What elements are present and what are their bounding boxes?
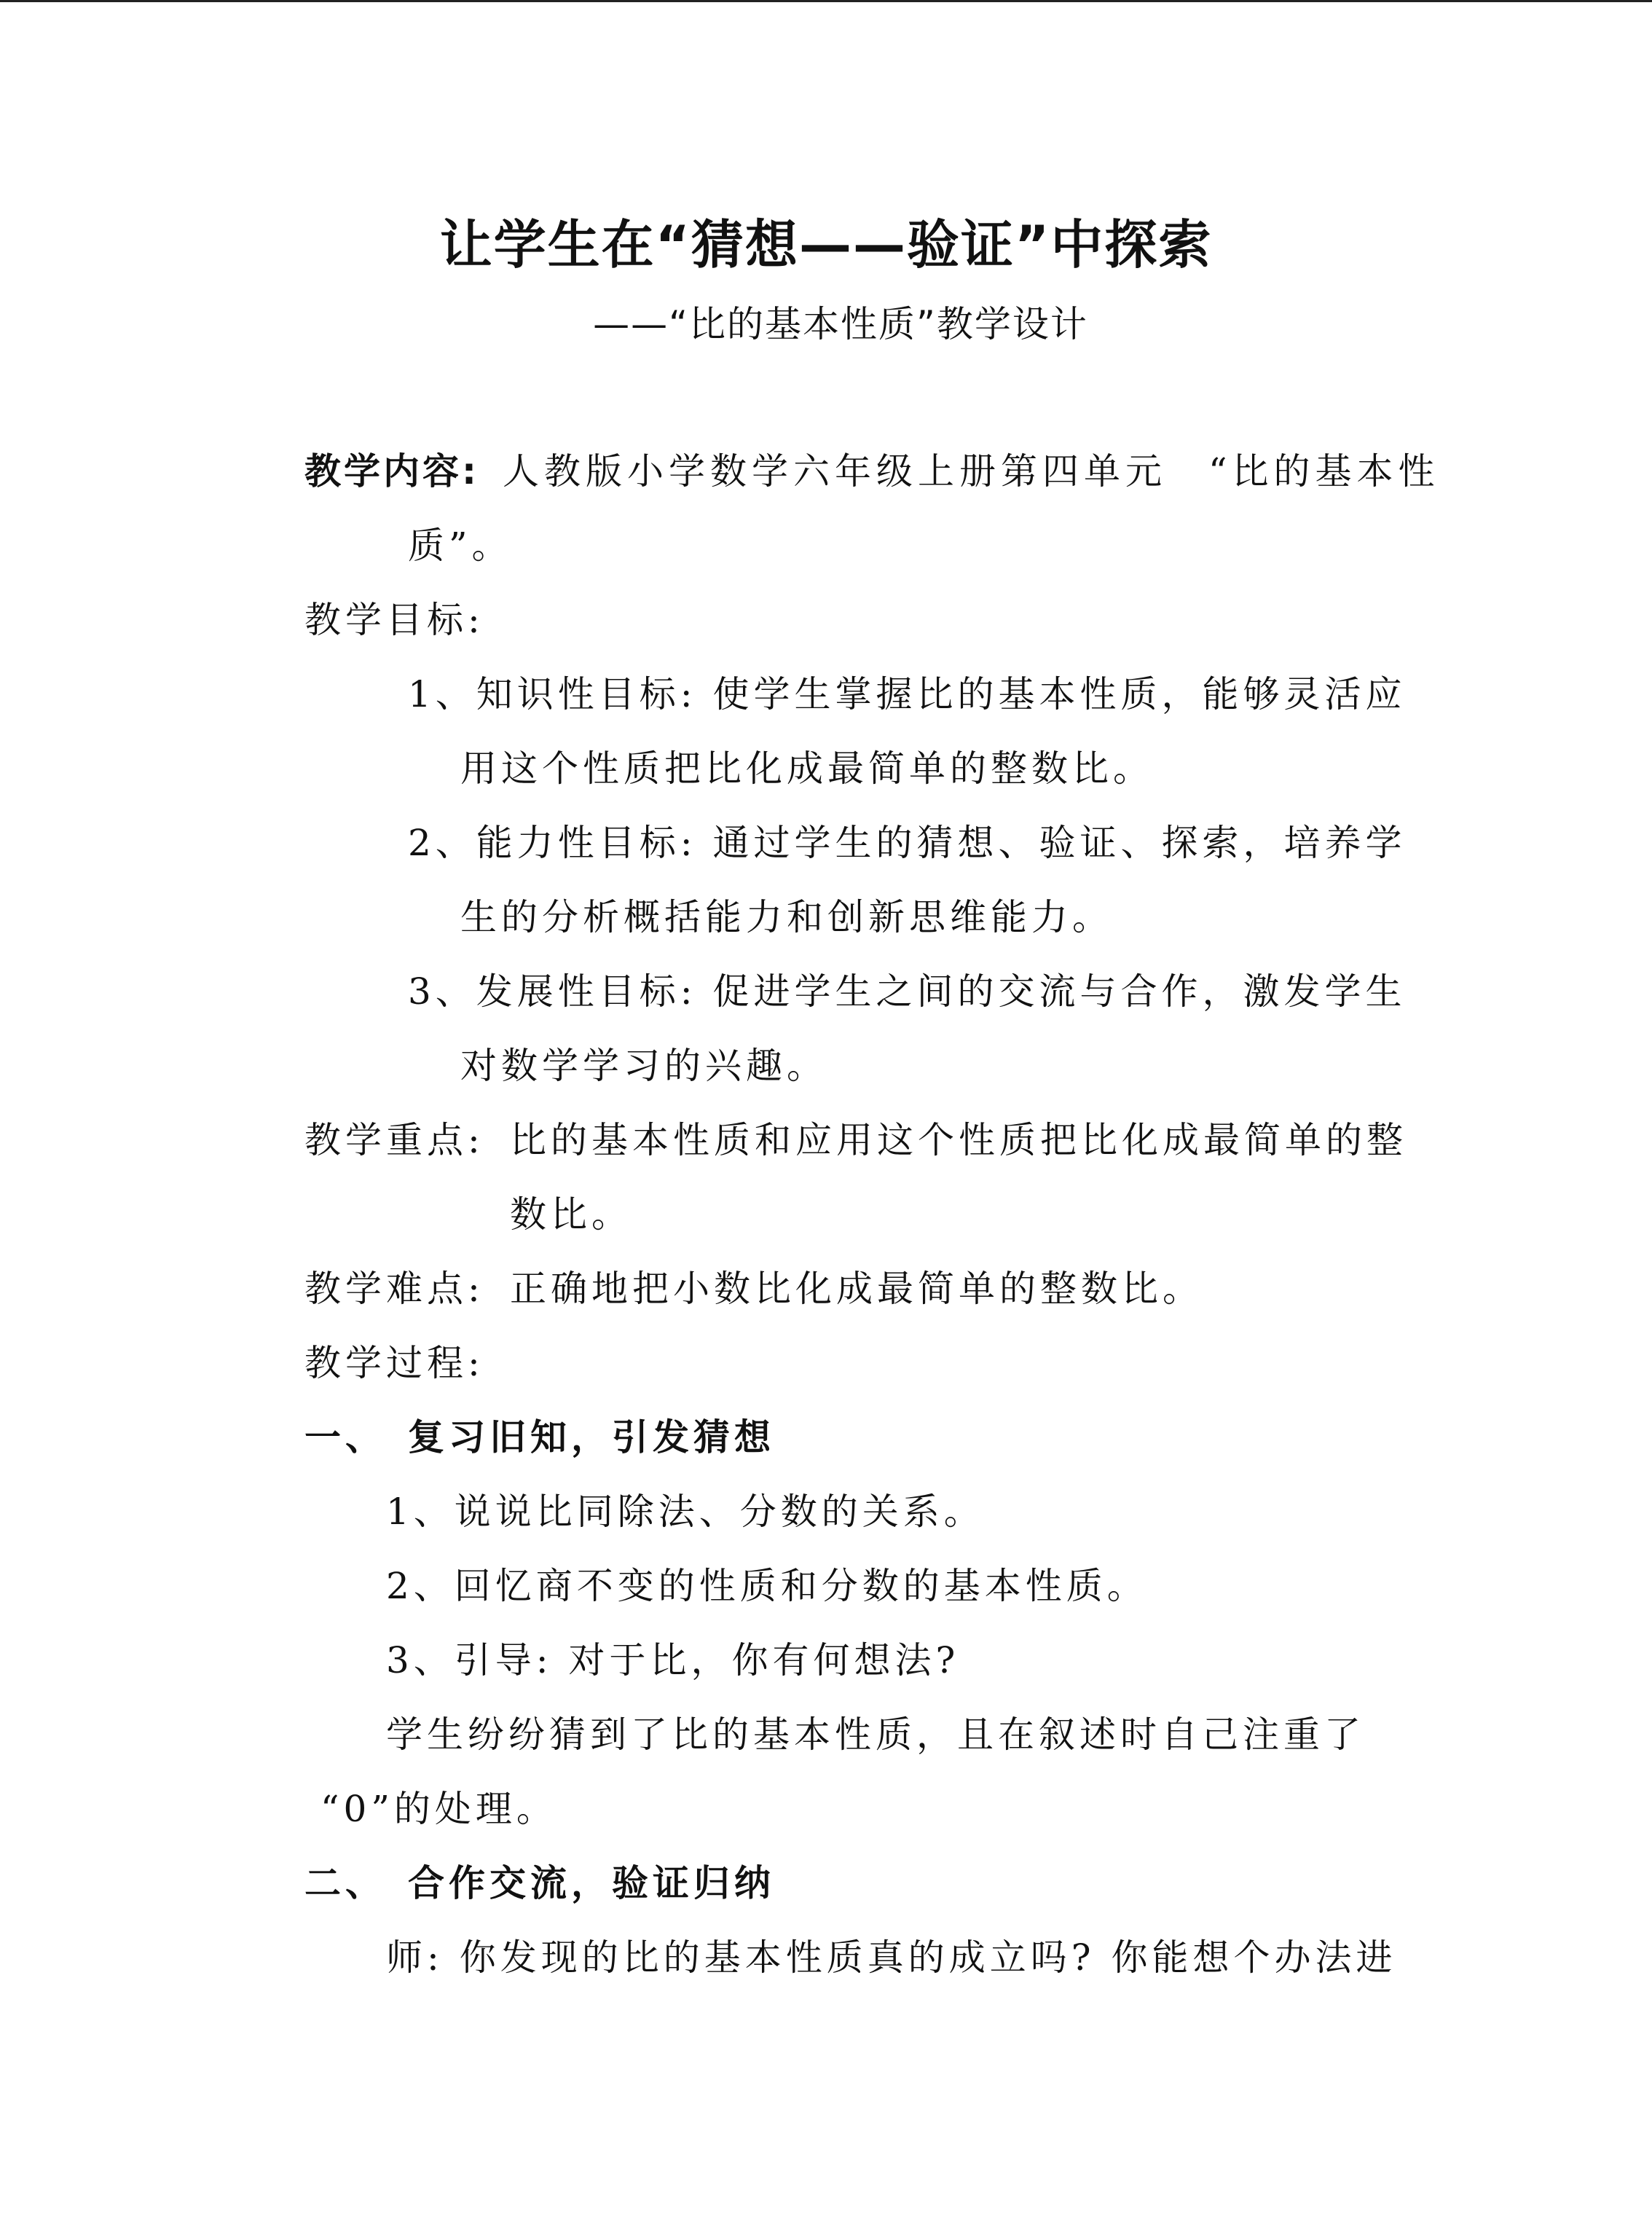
document-title: 让学生在“猜想——验证”中探索 xyxy=(439,214,1213,275)
section-1-title: 复习旧知，引发猜想 xyxy=(408,1416,775,1458)
section-2-title: 合作交流，验证归纳 xyxy=(408,1862,775,1904)
objectives-heading: 教学目标: xyxy=(304,599,484,641)
section-1-number: 一、 xyxy=(304,1416,386,1458)
difficulty-label: 教学难点: xyxy=(304,1268,484,1310)
objective-1-line2: 用这个性质把比化成最简单的整数比。 xyxy=(460,747,1154,790)
top-border-line xyxy=(0,0,1652,2)
key-point-line2: 数比。 xyxy=(510,1193,632,1236)
content-text-line1: 人教版小学数学六年级上册第四单元 “比的基本性 xyxy=(503,450,1440,492)
section-1-item-3: 3、引导: 对于比，你有何想法? xyxy=(386,1639,960,1681)
section-1-item-1: 1、说说比同除法、分数的关系。 xyxy=(386,1491,985,1533)
document-subtitle: ——“比的基本性质”教学设计 xyxy=(593,303,1088,345)
process-heading: 教学过程: xyxy=(304,1342,484,1384)
content-text-line2: 质”。 xyxy=(408,525,513,567)
section-1-note-line1: 学生纷纷猜到了比的基本性质，且在叙述时自己注重了 xyxy=(386,1713,1365,1756)
objective-2-line2: 生的分析概括能力和创新思维能力。 xyxy=(460,896,1113,938)
difficulty-text: 正确地把小数比化成最简单的整数比。 xyxy=(510,1268,1203,1310)
objective-3-line1: 3、发展性目标: 促进学生之间的交流与合作，激发学生 xyxy=(408,970,1407,1013)
key-point-line1: 比的基本性质和应用这个性质把比化成最简单的整 xyxy=(510,1119,1407,1161)
objective-3-line2: 对数学学习的兴趣。 xyxy=(460,1045,827,1087)
key-point-label: 教学重点: xyxy=(304,1119,484,1161)
section-1-item-2: 2、回忆商不变的性质和分数的基本性质。 xyxy=(386,1565,1148,1607)
objective-2-line1: 2、能力性目标: 通过学生的猜想、验证、探索，培养学 xyxy=(408,822,1407,864)
objective-1-line1: 1、知识性目标: 使学生掌握比的基本性质，能够灵活应 xyxy=(408,673,1407,715)
section-2-text-line1: 师: 你发现的比的基本性质真的成立吗? 你能想个办法进 xyxy=(386,1936,1397,1979)
section-2-number: 二、 xyxy=(304,1862,386,1904)
section-1-note-line2: “0”的处理。 xyxy=(320,1788,557,1830)
content-label: 教学内容: xyxy=(304,450,479,492)
